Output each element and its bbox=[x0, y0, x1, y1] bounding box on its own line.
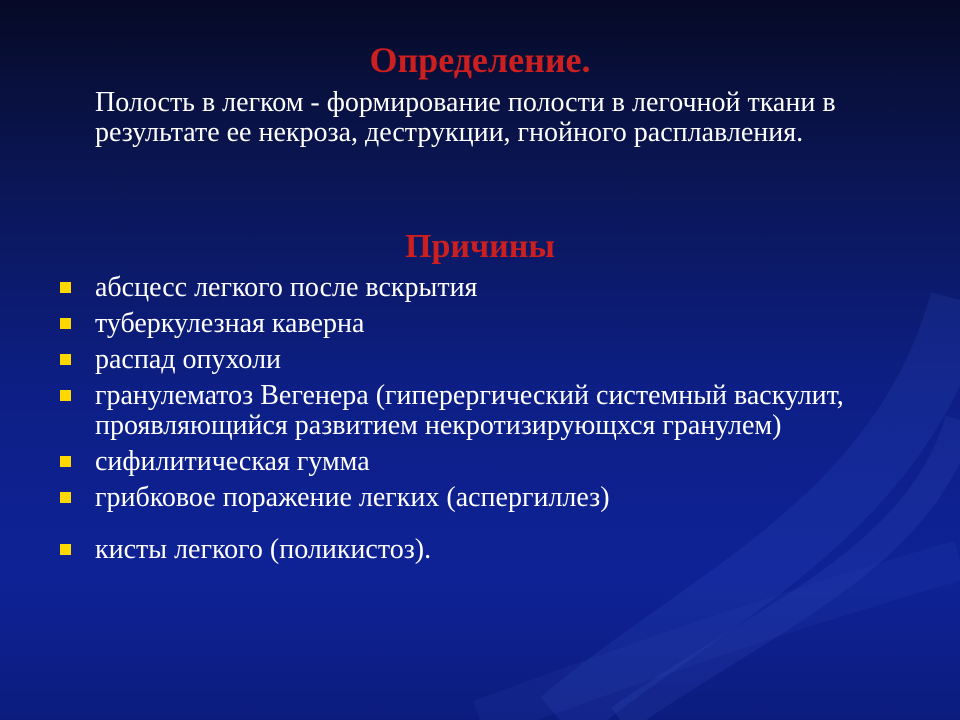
list-item-text: туберкулезная каверна bbox=[95, 308, 365, 339]
causes-title: Причины bbox=[405, 228, 555, 265]
list-item-text: абсцесс легкого после вскрытия bbox=[95, 272, 478, 303]
list-item bbox=[0, 381, 960, 441]
list-item bbox=[0, 273, 960, 303]
causes-list bbox=[0, 273, 960, 571]
list-item-text: сифилитическая гумма bbox=[95, 446, 370, 477]
bullet-square-icon bbox=[60, 544, 71, 555]
list-item bbox=[0, 309, 960, 339]
list-item bbox=[0, 345, 960, 375]
bullet-square-icon bbox=[60, 492, 71, 503]
list-item bbox=[0, 447, 960, 477]
list-item-text: грибковое поражение легких (аспергиллез) bbox=[95, 482, 610, 513]
list-item-text: распад опухоли bbox=[95, 344, 282, 375]
bullet-square-icon bbox=[60, 282, 71, 293]
list-item bbox=[0, 535, 960, 565]
bullet-square-icon bbox=[60, 390, 71, 401]
list-item bbox=[0, 483, 960, 513]
definition-text: Полость в легком - формирование полости в легочной ткани в результате ее некроза, деструкции, гнойного расплавления. bbox=[95, 87, 836, 148]
bullet-square-icon bbox=[60, 456, 71, 467]
list-item-text: гранулематоз Вегенера (гиперергический системный васкулит, проявляющийся развитием некротизирующхся гранулем) bbox=[95, 380, 844, 441]
list-item-text: кисты легкого (поликистоз). bbox=[95, 534, 432, 565]
bullet-square-icon bbox=[60, 354, 71, 365]
bullet-square-icon bbox=[60, 318, 71, 329]
definition-title: Определение. bbox=[369, 40, 591, 80]
